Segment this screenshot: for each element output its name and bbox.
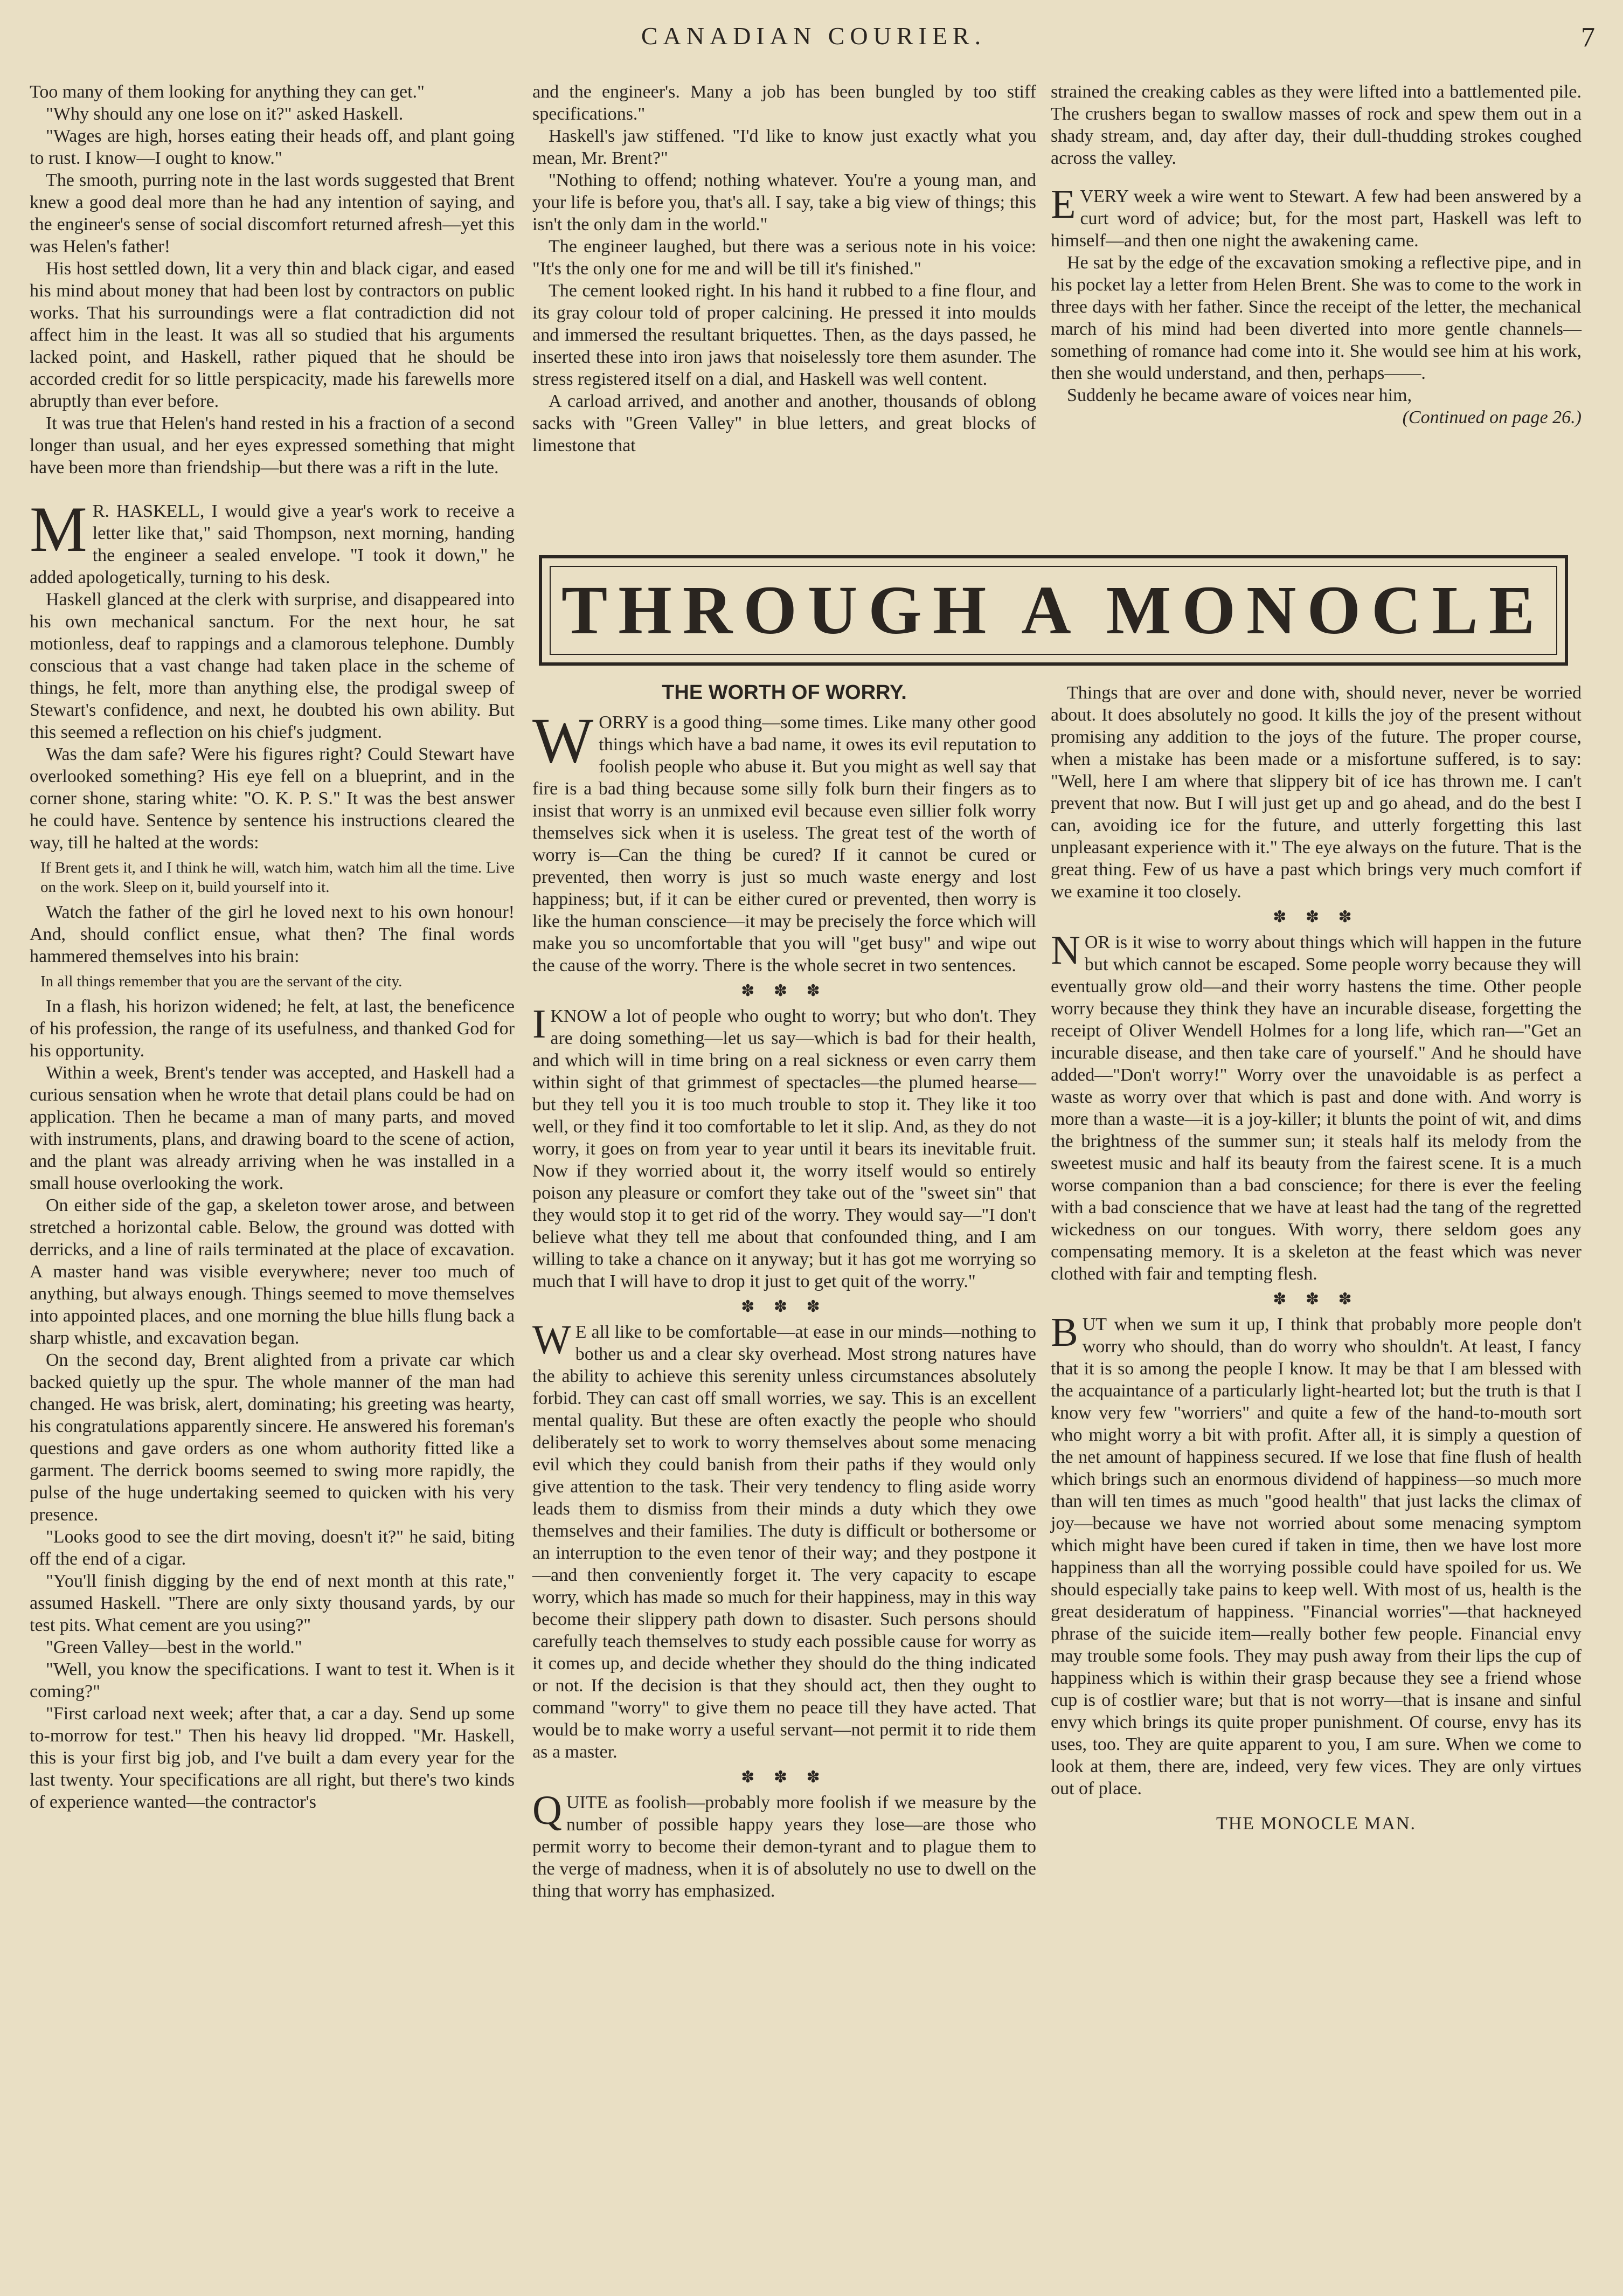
story-paragraph: "Looks good to see the dirt moving, doesn't it?" he said, biting off the end of a cigar.	[30, 1527, 515, 1569]
quoted-instruction: In all things remember that you are the servant of the city.	[40, 973, 403, 990]
drop-cap: M	[30, 493, 87, 565]
essay-paragraph: Things that are over and done with, should never, never be worried about. It does absolutely no good. It kills the joy of the present without promising any addition to the joys of the future. The proper course, when a mistake has been made or a misfortune suffered, is to say: "Well, here I am where that slippery bit of ice has thrown me. I can't prevent that now. But I will just get up and go ahead, and do the best I can, avoiding ice for the future, and utterly forgetting this last unpleasant experience with it." The eye always on the future. That is the great thing. Few of us have a past which brings very much comfort if we examine it too closely.	[1051, 683, 1582, 902]
story-paragraph: A carload arrived, and another and another, thousands of oblong sacks with "Green Valley" in blue letters, and great blocks of limestone that	[532, 391, 1036, 455]
story-paragraph: Haskell's jaw stiffened. "I'd like to know just exactly what you mean, Mr. Brent?"	[532, 126, 1036, 168]
story-paragraph: Suddenly he became aware of voices near him,	[1067, 385, 1412, 405]
story-paragraph: The cement looked right. In his hand it rubbed to a fine flour, and its gray colour told of proper calcining. He pressed it into moulds and immersed the resultant briquettes. Then, as the days passed, he inserted these into iron jaws that noiselessly tore them asunder. The stress registered itself on a dial, and Haskell was well content.	[532, 281, 1036, 389]
story-paragraph: "You'll finish digging by the end of next month at this rate," assumed Haskell. "There are only sixty thousand yards, by our test pits. What cement are you using?"	[30, 1571, 515, 1635]
story-column-3	[1051, 81, 1582, 428]
story-paragraph: "Wages are high, horses eating their heads off, and plant going to rust. I know—I ought to know."	[30, 126, 515, 168]
page-number: 7	[1581, 22, 1595, 53]
monocle-column-1	[532, 682, 1036, 1902]
drop-cap: I	[532, 1001, 546, 1047]
quoted-instruction: If Brent gets it, and I think he will, watch him, watch him all the time. Live on the work. Sleep on it, build yourself into it.	[40, 859, 515, 896]
continued-notice: (Continued on page 26.)	[1402, 407, 1582, 427]
story-paragraph: His host settled down, lit a very thin and black cigar, and eased his mind about money that had been lost by contractors on public works. That his surroundings were a flat contradiction did not affect him in the least. It was all so studied that his arguments lacked point, and Haskell, rather piqued that he should be accorded credit for so little perspicacity, made his farewells more abruptly than ever before.	[30, 259, 515, 411]
drop-cap: W	[532, 704, 594, 776]
drop-cap: Q	[532, 1788, 562, 1833]
essay-paragraph: NOR is it wise to worry about things which will happen in the future but which cannot be escaped. Some people worry because they will eventually grow old—and their worry hastens the time. Other people worry because they think they have an incurable disease, forgetting the receipt of Oliver Wendell Holmes for a long life, which ran—"Get an incurable disease, and then take care of yourself." And he should have added—"Don't worry!" Worry over the unavoidable is as perfect a waste as worry over that which is past and done with. And worry is more than a waste—it is a joy-killer; it blunts the point of wit, and dims the brightness of the summer sun; it steals half its melody from the sweetest music and half its beauty from the fairest scene. It is a much worse companion than a bad conscience; for there is ever the feeling with a bad conscience that we have at least had the tang of the regretted wickedness on our tongues. With worry, there seldom goes any compensating memory. It is a skeleton at the feast which was never clothed with fair and tempting flesh.	[1051, 928, 1582, 1284]
section-ornament: ✽ ✽ ✽	[1273, 1290, 1360, 1308]
story-paragraph: Within a week, Brent's tender was accepted, and Haskell had a curious sensation when he wrote that detail plans could be had on application. Then he became a man of many parts, and moved with instruments, plans, and drawing board to the scene of action, and the plant was already arriving when he was installed in a small house overlooking the work.	[30, 1063, 515, 1193]
story-paragraph: strained the creaking cables as they were lifted into a battlemented pile. The crushers began to swallow masses of rock and spew them out in a shady stream, and, day after day, their dull-thudding strokes coughed across the valley.	[1051, 82, 1582, 168]
story-paragraph: "Green Valley—best in the world."	[46, 1637, 302, 1657]
story-paragraph: In a flash, his horizon widened; he felt, at last, the beneficence of his profession, the range of its usefulness, and thanked God for his opportunity.	[30, 997, 515, 1061]
story-paragraph: "Well, you know the specifications. I want to test it. When is it coming?"	[30, 1659, 515, 1702]
masthead	[32, 22, 1595, 70]
section-ornament: ✽ ✽ ✽	[741, 1768, 828, 1786]
story-paragraph: On the second day, Brent alighted from a private car which backed quietly up the spur. The whole manner of the man had changed. He was brisk, alert, dominating; his greeting was hearty, his congratulations apparently sincere. He answered his foreman's questions and gave orders as one whom authority fitted like a garment. The derrick booms seemed to swing more rapidly, the pulse of the huge undertaking seemed to quicken with his very presence.	[30, 1350, 515, 1525]
drop-cap: W	[532, 1317, 571, 1363]
drop-cap: E	[1051, 182, 1076, 227]
story-paragraph: The smooth, purring note in the last words suggested that Brent knew a good deal more than he had any intention of saying, and the engineer's sense of social discomfort returned afresh—yet this was Helen's father!	[30, 170, 515, 257]
story-paragraph: "Nothing to offend; nothing whatever. You're a young man, and your life is before you, that's all. I say, take a big view of things; this isn't the only dam in the world."	[532, 170, 1036, 234]
essay-paragraph: W E all like to be comfortable—at ease in our minds—nothing to bother us and a clear sky overhead. Most strong natures have the ability to achieve this serenity unless circumstances absolutely forbid. They can cast off small worries, we say. This is an excellent mental quality. But these are often exactly the people who should deliberately set to work to worry themselves about some menacing evil which they could banish from their paths if they would only give attention to the task. Their very tendency to fling aside worry leads them to dismiss from their minds a duty which they owe themselves and their families. The duty is difficult or bothersome or an interruption to the even tenor of their way; and they postpone it—and then conveniently forget it. The very capacity to escape worry, which has made so much for their happiness, may in this way become their slippery path down to disaster. Such persons should carefully teach themselves to study each possible cause for worry as it comes up, and decide whether they should do the thing indicated or not. If the decision is that they should act, then they ought to command "worry" to give them no peace till they have acted. That would be to make worry a useful servant—not permit it to ride them as a master.	[532, 1317, 1036, 1762]
section-ornament: ✽ ✽ ✽	[741, 982, 828, 1000]
essay-paragraph: BUT when we sum it up, I think that probably more people don't worry who should, than do worry who shouldn't. At least, I fancy that it is so among the people I know. It may be that I am blessed with the acquaintance of a particularly light-hearted lot; but the truth is that I know very few "worriers" and quite a few of the hand-to-mouth sort who might worry a bit with profit. After all, it is simply a question of the net amount of happiness secured. If we lose that fine flush of health which brings such an enormous dividend of happiness—so much more than will ten times as much "good health" that just lacks the climax of joy—because we have not worried about some menacing symptom which might have been cured if taken in time, then we have lost more happiness than all the worrying possible could have spoiled for us. We should especially take pains to keep well. With most of us, health is the great desideratum of happiness. "Financial worries"—that hackneyed phrase of the suicide item—really bother few people. Financial envy may trouble some fools. They may push away from their lips the cup of happiness which is within their grasp because they see a friend whose cup is of costlier ware; but that is not worry—that is insane and sinful envy which brings its quite proper punishment. Of course, envy has its uses, too. They are quite apparent to you, I am sure. When we come to look at them, there are, indeed, very few vices. They are only virtues out of place.	[1051, 1310, 1582, 1799]
drop-cap: N	[1051, 928, 1080, 973]
section-ornament: ✽ ✽ ✽	[1273, 908, 1360, 926]
section-banner	[539, 555, 1568, 666]
story-paragraph: Watch the father of the girl he loved next to his own honour! And, should conflict ensue, what then? The final words hammered themselves into his brain:	[30, 902, 515, 966]
section-ornament: ✽ ✽ ✽	[741, 1298, 828, 1316]
essay-paragraph: IKNOW a lot of people who ought to worry; but who don't. They are doing something—let us say—which is bad for their health, and which will in time bring on a real sickness or even carry them within sight of that grimmest of spectacles—the plumed hearse—but they tell you it is too much trouble to stop it. They like it too well, or they find it too comfortable to let it slip. And, as they do not worry, it goes on from year to year until it bears its inevitable fruit. Now if they worried about it, the worry itself would so entirely poison any pleasure or comfort they take out of the "sweet sin" that they would stop it to get rid of the worry. They would say—"I don't believe what they tell me about that confounded thing, and I am willing to take a chance on it anyway; but it has got me worrying so much that I will have to drop it just to get quit of the worry."	[532, 1001, 1036, 1291]
essay-paragraph: QUITE as foolish—probably more foolish if we measure by the number of possible happy years they lose—are those who permit worry to become their demon-tyrant and to plague them to the verge of madness, when it is of absolutely no use to dwell on the thing that worry has emphasized.	[532, 1788, 1036, 1901]
story-section-lead: M R. HASKELL, I would give a year's work to receive a letter like that," said Thompson, next morning, handing the engineer a sealed envelope. "I took it down," he added apologetically, turning to his desk.	[30, 493, 515, 587]
story-column-2	[532, 81, 1036, 457]
essay-paragraph: WORRY is a good thing—some times. Like many other good things which have a bad name, it owes its evil reputation to foolish people who abuse it. But you might as well say that fire is a bad thing because some silly folk burn their fingers as to insist that worry is an unmixed evil because even sillier folk worry themselves sick when it is useless. The great test of the worth of worry is—Can the thing be cured? If it cannot be cured or prevented, then worry is just so much waste energy and lost happiness; but, if it can be either cured or prevented, then worry is like the human conscience—it may be precisely the force which will make you so uncomfortable that you will "get busy" and wipe out the cause of the worry. There is the whole secret in two sentences.	[532, 704, 1036, 976]
story-column-1	[30, 81, 515, 1813]
story-paragraph: He sat by the edge of the excavation smoking a reflective pipe, and in his pocket lay a letter from Helen Brent. She was to come to the work in three days with her father. Since the receipt of the letter, the mechanical march of his mind had been diverted into more gentle channels—something of romance had come into it. She would see him at his work, then she would understand, and then, perhaps——.	[1051, 253, 1582, 383]
story-paragraph: It was true that Helen's hand rested in his a fraction of a second longer than usual, and her eyes expressed something that might have been more than friendship—but there was a rift in the lute.	[30, 413, 515, 478]
story-paragraph: On either side of the gap, a skeleton tower arose, and between stretched a horizontal cable. Below, the ground was dotted with derricks, and a line of rails terminated at the place of excavation. A master hand was visible everywhere; never too much of anything, but always enough. Things seemed to move themselves into appointed places, and one morning the blue hills flung back a sharp whistle, and excavation began.	[30, 1195, 515, 1348]
story-paragraph: "Why should any one lose on it?" asked Haskell.	[46, 104, 404, 124]
story-paragraph: Too many of them looking for anything they can get."	[30, 82, 425, 102]
monocle-column-2	[1051, 682, 1582, 1835]
story-section-lead: EVERY week a wire went to Stewart. A few had been answered by a curt word of advice; but, for the most part, Haskell was left to himself—and then one night the awakening came.	[1051, 182, 1582, 251]
story-paragraph: and the engineer's. Many a job has been bungled by too stiff specifications."	[532, 82, 1036, 124]
banner-title: THROUGH A MONOCLE	[550, 566, 1557, 655]
story-paragraph: The engineer laughed, but there was a serious note in his voice: "It's the only one for me and will be till it's finished."	[532, 237, 1036, 279]
drop-cap: B	[1051, 1310, 1078, 1355]
author-signature: THE MONOCLE MAN.	[1216, 1814, 1417, 1834]
story-paragraph: Haskell glanced at the clerk with surprise, and disappeared into his own mechanical sanctum. For the next hour, he sat motionless, deaf to rappings and a clamorous telephone. Dumbly conscious that a vast change had taken place in the scheme of things, he felt, more than anything else, the prodigal sweep of Stewart's confidence, and next, he doubted his own ability. But this seemed a reflection on his chief's judgment.	[30, 590, 515, 742]
article-subhead: THE WORTH OF WORRY.	[662, 681, 907, 704]
publication-title: CANADIAN COURIER.	[641, 22, 987, 50]
story-paragraph: Was the dam safe? Were his figures right? Could Stewart have overlooked something? His eye fell on a blueprint, and in the corner shone, staring white: "O. K. P. S." It was the best answer he could have. Sentence by sentence his instructions cleared the way, till he halted at the words:	[30, 744, 515, 853]
story-paragraph: "First carload next week; after that, a car a day. Send up some to-morrow for test." Then his heavy lid dropped. "Mr. Haskell, this is your first big job, and I've built a dam every year for the last twenty. Your specifications are all right, but there's two kinds of experience wanted—the contractor's	[30, 1704, 515, 1812]
